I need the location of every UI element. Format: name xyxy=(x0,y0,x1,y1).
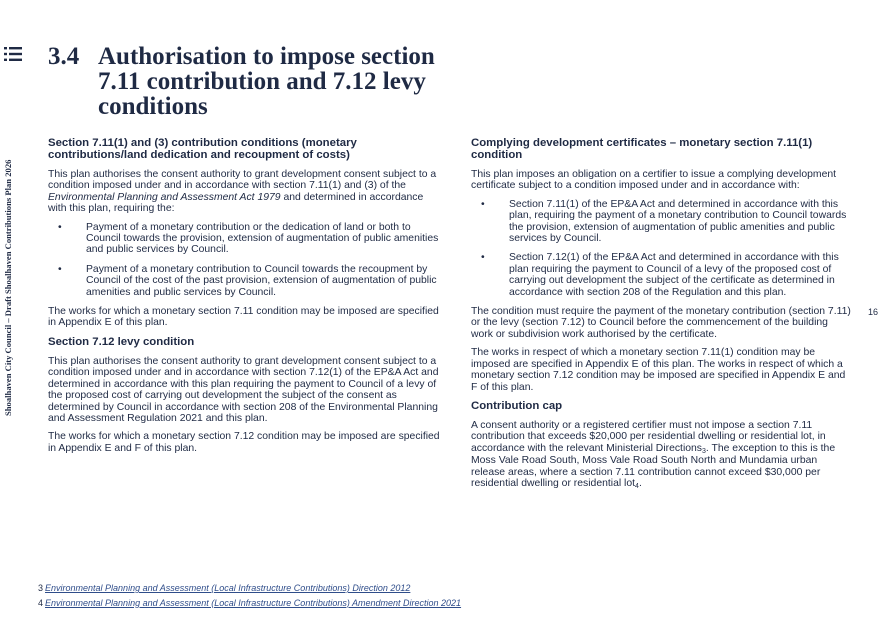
footnote xyxy=(38,596,461,611)
paragraph: The works for which a monetary section 7.12 condition may be imposed are specified in Appendix E and F of this plan. xyxy=(48,431,440,454)
paragraph: The condition must require the payment of the monetary contribution (section 7.11) or the levy (section 7.12) to Council before the commencement of the building work or subdivision work authorised by the certificate. xyxy=(471,306,851,340)
footnote-ref[interactable]: 4 xyxy=(635,482,639,490)
section-number: 3.4 xyxy=(48,43,80,70)
bullet-icon: • xyxy=(58,263,62,275)
heading-7-12-levy: Section 7.12 levy condition xyxy=(48,335,195,348)
paragraph: The works for which a monetary section 7.11 condition may be imposed are specified in Appendix E of this plan. xyxy=(48,306,439,329)
bullet-icon: • xyxy=(481,252,485,264)
right-column xyxy=(471,137,851,497)
heading-7-11-conditions: Section 7.11(1) and (3) contribution conditions (monetary contributions/land dedication and recoupment of costs) xyxy=(48,137,357,161)
footnote xyxy=(38,581,461,596)
act-title: Environmental Planning and Assessment Act 1979 xyxy=(48,191,281,203)
paragraph: This plan authorises the consent authority to grant development consent subject to a condition imposed under and in accordance with section 7.12(1) of the EP&A Act and determined in accordance with this plan requiring the payment to Council of a levy of the proposed cost of carrying out development the subject of the consent as determined by Council in accordance with section 208 of the Environmental Planning and Assessment Regulation 2021 and this plan. xyxy=(48,355,439,424)
footnotes xyxy=(38,581,461,610)
list-item: • Payment of a monetary contribution to Council towards the recoupment by Council of the cost of the past provision, extension of augmentation of public amenities and public services by Council. xyxy=(58,263,437,298)
paragraph: The works in respect of which a monetary section 7.11(1) condition may be imposed are specified in Appendix E of this plan. The works in respect of which a monetary section 7.12 condition may be imposed are specified in Appendix E and F of this plan. xyxy=(471,347,846,393)
heading-contribution-cap: Contribution cap xyxy=(471,399,563,412)
bullet-icon: • xyxy=(481,198,485,210)
footnote-number: 3 xyxy=(38,583,44,593)
footnote-link[interactable]: Environmental Planning and Assessment (Local Infrastructure Contributions) Direction 2012 xyxy=(45,583,411,593)
paragraph: A consent authority or a registered certifier must not impose a section 7.11 contribution that exceeds $20,000 per residential dwelling or residential lot, in accordance with the relevant Ministerial Directions$^3$. The exception to this is the Moss Vale Road South, Moss Vale Road South North and Mundamia urban release areas, where a section 7.11 contribution cannot exceed $30,000 per residential dwelling or residential lot$^4$. xyxy=(471,419,836,490)
left-column xyxy=(48,137,444,461)
section-title: Authorisation to impose section 7.11 contribution and 7.12 levy conditions xyxy=(98,43,435,120)
page-number: 16 xyxy=(868,307,879,317)
paragraph: This plan imposes an obligation on a certifier to issue a complying development certificate subject to a condition imposed under and in accordance with: xyxy=(471,169,837,192)
footnote-ref[interactable]: 3 xyxy=(702,447,706,455)
menu-list-icon[interactable] xyxy=(4,46,22,62)
list-item: • Section 7.12(1) of the EP&A Act and determined in accordance with this plan requiring the payment to Council of a levy of the proposed cost of carrying out development the subject of the certificate as determined in accordance with section 208 of the Regulation and this plan. xyxy=(481,252,839,298)
list-item: • Payment of a monetary contribution or the dedication of land or both to Council towards the provision, extension of augmentation of public amenities and public services by Council. xyxy=(58,221,439,256)
bullet-list xyxy=(48,222,444,298)
vertical-document-title: Shoalhaven City Council – Draft Shoalhaven Contributions Plan 2026 xyxy=(3,160,13,417)
list-item: • Section 7.11(1) of the EP&A Act and determined in accordance with this plan, requiring the payment of a monetary contribution to Council towards the provision, extension of augmentation of public amenities and public services by Council. xyxy=(481,198,847,245)
footnote-number: 4 xyxy=(38,597,44,608)
bullet-icon: • xyxy=(58,221,62,233)
paragraph: This plan authorises the consent authority to grant development consent subject to a condition imposed under and in accordance with section 7.11(1) and (3) of the Environmental Planning and Assessment Act 1979 and determined in accordance with this plan, requiring the: xyxy=(48,169,437,215)
footnote-link[interactable]: Environmental Planning and Assessment (Local Infrastructure Contributions) Amendment Direction 2021 xyxy=(45,597,462,608)
bullet-list xyxy=(471,199,851,298)
heading-complying-development: Complying development certificates – monetary section 7.11(1) condition xyxy=(471,137,813,161)
